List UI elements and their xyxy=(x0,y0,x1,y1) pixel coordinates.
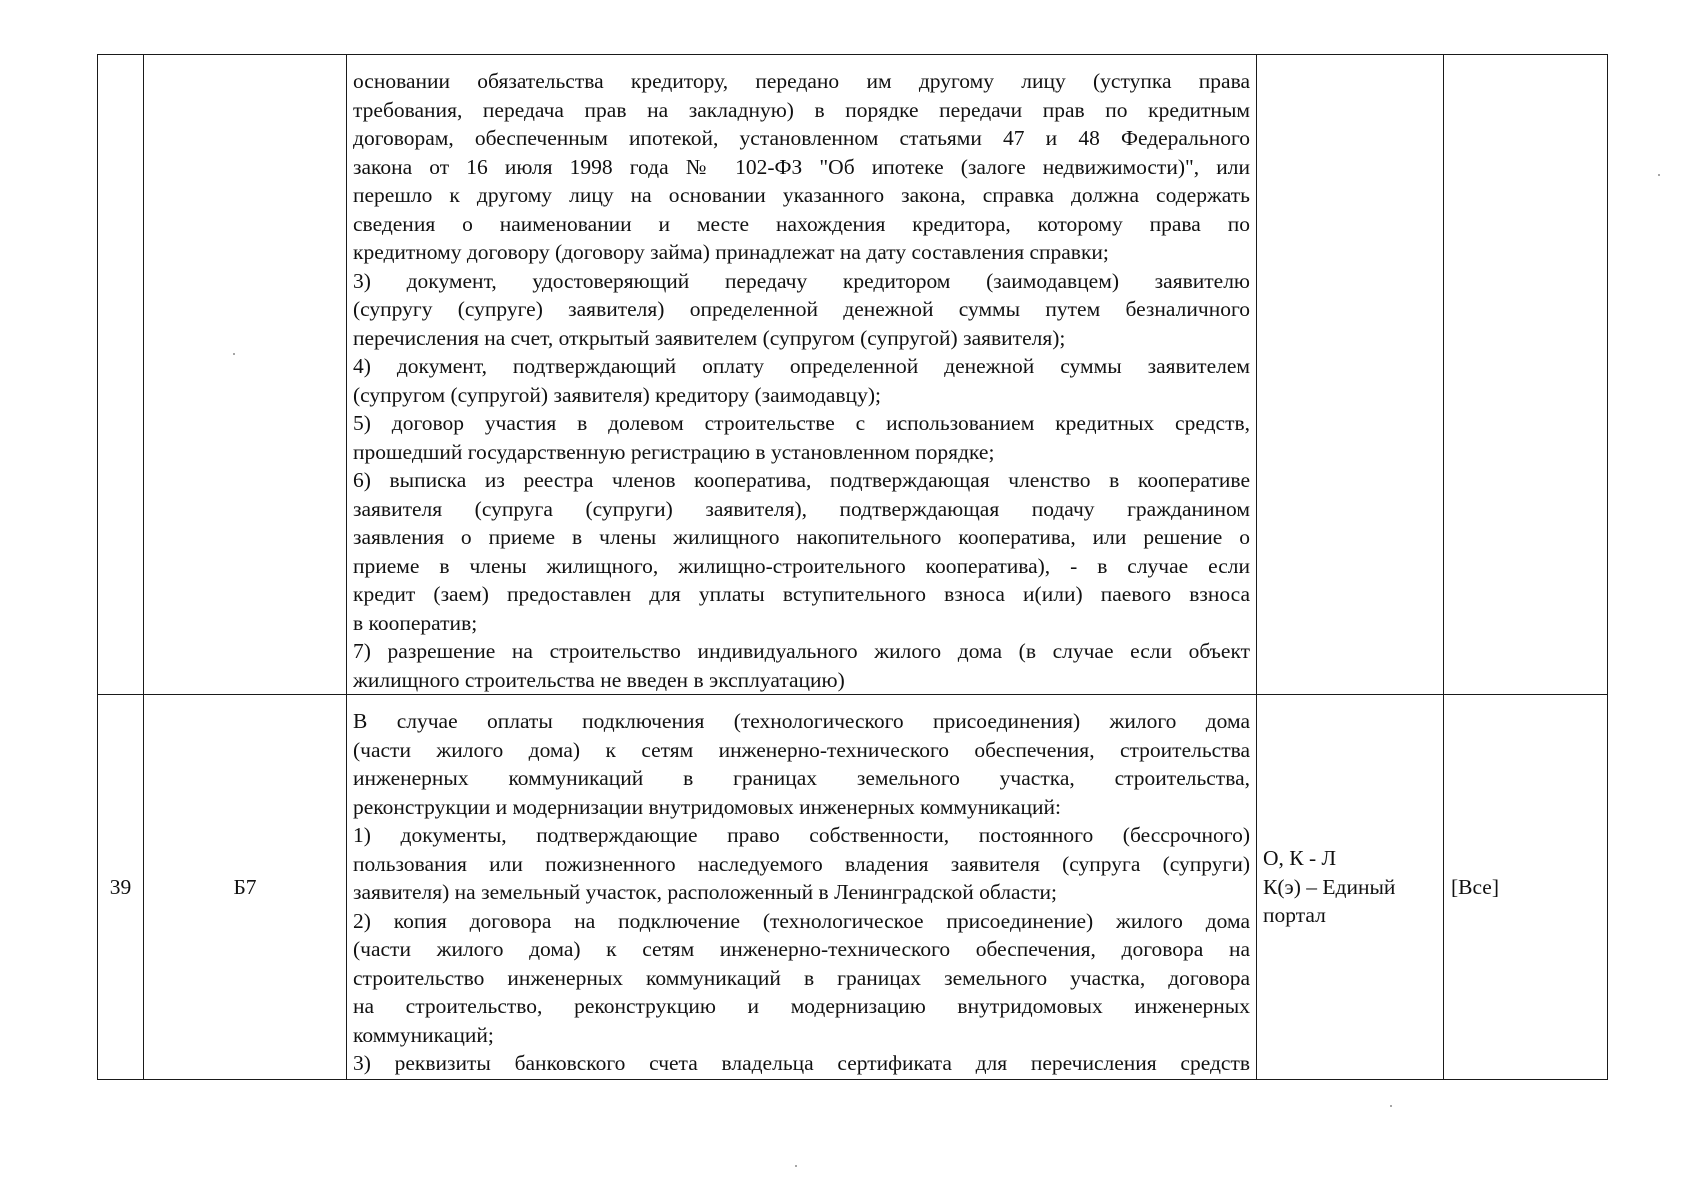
description-line: строительство инженерных коммуникаций в границах земельного участка, договора xyxy=(353,965,1250,990)
responsible-line: О, К - Л xyxy=(1263,846,1337,871)
description-line: закона от 16 июля 1998 года № 102-ФЗ "Об ипотеке (залоге недвижимости)", или xyxy=(353,154,1250,179)
description-line: заявителя (супруга (супруги) заявителя), подтверждающая подачу гражданином xyxy=(353,496,1250,521)
description-line: в кооператив; xyxy=(353,610,478,635)
description-line: (супругом (супругой) заявителя) кредитору (заимодавцу); xyxy=(353,382,881,407)
row-period-cell xyxy=(1444,695,1608,1080)
row-number-cell xyxy=(98,695,144,1080)
description-line: инженерных коммуникаций в границах земельного участка, строительства, xyxy=(353,766,1250,790)
description-line: на строительство, реконструкцию и модернизацию внутридомовых инженерных xyxy=(353,994,1250,1018)
description-line: 6) выписка из реестра членов кооператива, подтверждающая членство в кооперативе xyxy=(353,468,1250,492)
description-line: договорам, обеспеченным ипотекой, установленном статьями 47 и 48 Федерального xyxy=(353,126,1250,150)
description-line: кредит (заем) предоставлен для уплаты вступительного взноса и(или) паевого взноса xyxy=(353,582,1250,606)
responsible-line: К(э) – Единый xyxy=(1263,874,1396,899)
row-description-cell xyxy=(347,55,1257,695)
description-line: приеме в члены жилищного, жилищно-строительного кооператива), - в случае если xyxy=(353,553,1250,578)
row-period-cell xyxy=(1444,55,1608,695)
row-code: Б7 xyxy=(233,874,257,899)
description-line: 3) реквизиты банковского счета владельца сертификата для перечисления средств xyxy=(353,1051,1250,1075)
description-line: заявителя) на земельный участок, расположенный в Ленинградской области; xyxy=(353,880,1057,904)
description-line: (супругу (супруге) заявителя) определенной денежной суммы путем безналичного xyxy=(353,297,1250,321)
description-line: 2) копия договора на подключение (технологическое присоединение) жилого дома xyxy=(353,908,1250,933)
responsible-line: портал xyxy=(1263,903,1326,928)
description-line: кредитному договору (договору займа) принадлежат на дату составления справки; xyxy=(353,240,1109,264)
scan-speck xyxy=(1658,174,1660,176)
description-line: В случае оплаты подключения (технологического присоединения) жилого дома xyxy=(353,709,1250,733)
description-line: перешло к другому лицу на основании указанного закона, справка должна содержать xyxy=(353,183,1250,207)
description-line: 1) документы, подтверждающие право собственности, постоянного (бессрочного) xyxy=(353,823,1250,847)
description-line: (части жилого дома) к сетям инженерно-технического обеспечения, договора на xyxy=(353,937,1250,961)
row-description-cell xyxy=(347,695,1257,1080)
row-period: [Все] xyxy=(1451,874,1500,899)
description-line: 7) разрешение на строительство индивидуального жилого дома (в случае если объект xyxy=(353,639,1250,663)
description-line: требования, передача прав на закладную) в порядке передачи прав по кредитным xyxy=(353,97,1250,122)
description-line: жилищного строительства не введен в эксплуатацию) xyxy=(353,667,845,692)
requirements-table xyxy=(97,54,1608,1080)
row-number: 39 xyxy=(109,874,132,899)
description-line: сведения о наименовании и месте нахождения кредитора, которому права по xyxy=(353,211,1250,236)
row-code-cell xyxy=(144,695,347,1080)
description-line: прошедший государственную регистрацию в установленном порядке; xyxy=(353,439,995,464)
description-line: реконструкции и модернизации внутридомовых инженерных коммуникаций: xyxy=(353,794,1061,819)
description-line: (части жилого дома) к сетям инженерно-технического обеспечения, строительства xyxy=(353,737,1250,762)
row-number-cell xyxy=(98,55,144,695)
table-row xyxy=(98,695,1608,1080)
description-line: заявления о приеме в члены жилищного накопительного кооператива, или решение о xyxy=(353,525,1250,549)
description-line: пользования или пожизненного наследуемого владения заявителя (супруга (супруги) xyxy=(353,851,1250,876)
row-responsible-cell xyxy=(1257,55,1444,695)
scan-speck xyxy=(795,1165,797,1167)
row-responsible-cell xyxy=(1257,695,1444,1080)
table-row xyxy=(98,55,1608,695)
description-line: основании обязательства кредитору, передано им другому лицу (уступка права xyxy=(353,69,1250,93)
row-code-cell xyxy=(144,55,347,695)
scan-speck xyxy=(233,353,235,355)
description-line: перечисления на счет, открытый заявителем (супругом (супругой) заявителя); xyxy=(353,325,1066,350)
description-line: 4) документ, подтверждающий оплату определенной денежной суммы заявителем xyxy=(353,354,1250,378)
description-line: 3) документ, удостоверяющий передачу кредитором (заимодавцем) заявителю xyxy=(353,268,1250,293)
description-line: коммуникаций; xyxy=(353,1022,494,1047)
scan-speck xyxy=(1390,1105,1392,1107)
description-line: 5) договор участия в долевом строительстве с использованием кредитных средств, xyxy=(353,411,1250,435)
